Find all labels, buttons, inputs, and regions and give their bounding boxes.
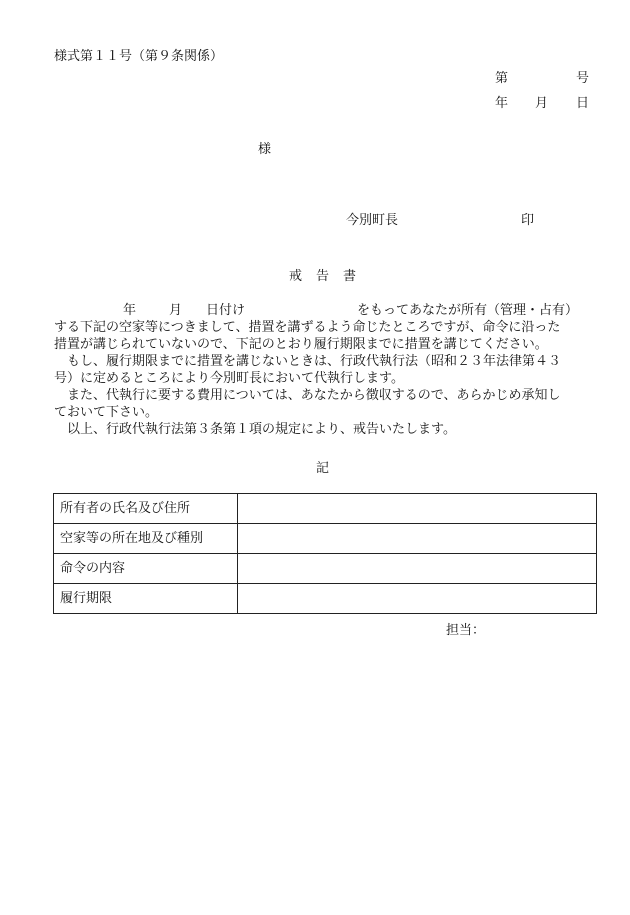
title-char-2: 告 [315,269,329,284]
deadline-value[interactable] [238,584,597,614]
owner-name-address-label: 所有者の氏名及び住所 [54,494,238,524]
table-row [54,554,597,584]
details-table [53,493,597,614]
issuer-title: 今別町長 [346,213,399,228]
body-line-7: ておいて下さい。 [54,405,159,420]
document-number-prefix: 第 [495,71,509,86]
owner-name-address-value[interactable] [238,494,597,524]
document-title [0,268,630,286]
date-day-label: 日 [576,96,590,111]
body-line-5: 号）に定めるところにより今別町長において代執行します。 [54,371,404,386]
body-order-day: 日付け [206,303,246,318]
document-number-suffix: 号 [576,71,590,86]
contact-person-label: 担当： [446,623,486,638]
addressee-honorific: 様 [258,142,272,157]
body-order-year: 年 [123,303,137,318]
title-char-3: 書 [343,269,357,284]
form-number: 様式第１１号（第９条関係） [54,49,224,64]
warning-body [54,302,594,438]
body-order-month: 月 [169,303,183,318]
title-char-1: 戒 [288,269,302,284]
order-content-label: 命令の内容 [54,554,238,584]
body-line-2: する下記の空家等につきまして、措置を講ずるよう命じたところですが、命令に沿った [54,320,561,335]
body-line-8: 以上、行政代執行法第３条第１項の規定により、戒告いたします。 [54,422,456,437]
table-row [54,524,597,554]
body-line-1-rest: をもってあなたが所有（管理・占有） [357,303,579,318]
body-line-4: もし、履行期限までに措置を講じないときは、行政代執行法（昭和２３年法律第４３ [54,354,562,369]
property-location-type-label: 空家等の所在地及び種別 [54,524,238,554]
property-location-type-value[interactable] [238,524,597,554]
record-heading: 記 [315,461,329,476]
seal-mark: 印 [521,213,535,228]
deadline-label: 履行期限 [54,584,238,614]
table-row [54,584,597,614]
body-line-3: 措置が講じられていないので、下記のとおり履行期限までに措置を講じてください。 [54,337,548,352]
date-month-label: 月 [535,96,549,111]
date-year-label: 年 [495,96,509,111]
table-row [54,494,597,524]
body-line-6: また、代執行に要する費用については、あなたから徴収するので、あらかじめ承知し [54,388,561,403]
body-line-1 [54,302,594,319]
order-content-value[interactable] [238,554,597,584]
